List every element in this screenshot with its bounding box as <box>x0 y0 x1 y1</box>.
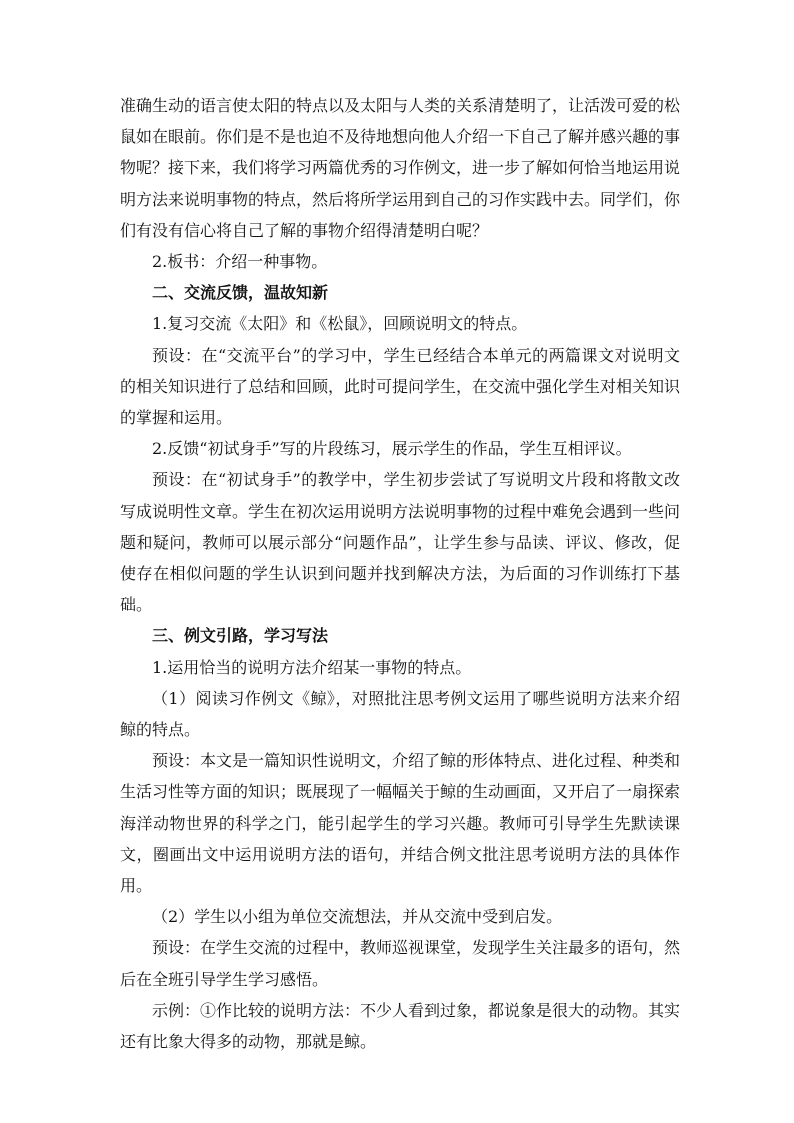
paragraph-preset-4: 预设：在学生交流的过程中，教师巡视课堂，发现学生关注最多的语句，然后在全班引导学生学习感悟。 <box>120 938 681 989</box>
paragraph-preset-1: 预设：在“交流平台”的学习中，学生已经结合本单元的两篇课文对说明文的相关知识进行了总结和回顾，此时可提问学生，在交流中强化学生对相关知识的掌握和运用。 <box>120 345 681 428</box>
section-heading-2: 二、交流反馈，温故知新 <box>152 283 329 303</box>
paragraph-intro: 准确生动的语言使太阳的特点以及太阳与人类的关系清楚明了，让活泼可爱的松鼠如在眼前。你们是不是也迫不及待地想向他人介绍一下自己了解并感兴趣的事物呢？接下来，我们将学习两篇优秀的习作例文，进一步了解如何恰当地运用说明方法来说明事物的特点，然后将所学运用到自己的习作实践中去。同学们，你们有没有信心将自己了解的事物介绍得清楚明白呢？ <box>120 96 681 240</box>
paragraph-method: 1.运用恰当的说明方法介绍某一事物的特点。 <box>152 657 472 677</box>
paragraph-preset-2: 预设：在“初试身手”的教学中，学生初步尝试了写说明文片段和将散文改写成说明性文章。学生在初次运用说明方法说明事物的过程中难免会遇到一些问题和疑问，教师可以展示部分“问题作品”，让学生参与品读、评议、修改，促使存在相似问题的学生认识到问题并找到解决方法，为后面的习作训练打下基础。 <box>120 470 681 615</box>
paragraph-feedback: 2.反馈“初试身手”写的片段练习，展示学生的作品，学生互相评议。 <box>152 439 632 459</box>
document-page <box>120 90 680 1057</box>
paragraph-preset-3: 预设：本文是一篇知识性说明文，介绍了鲸的形体特点、进化过程、种类和生活习性等方面的知识；既展现了一幅幅关于鲸的生动画面，又开启了一扇探索海洋动物世界的科学之门，能引起学生的学习兴趣。教师可引导学生先默读课文，圈画出文中运用说明方法的语句，并结合例文批注思考说明方法的具体作用。 <box>120 751 681 896</box>
paragraph-board-writing: 2.板书：介绍一种事物。 <box>152 252 328 272</box>
paragraph-group-discuss: （2）学生以小组为单位交流想法，并从交流中受到启发。 <box>152 907 563 927</box>
paragraph-example: 示例：①作比较的说明方法：不少人看到过象，都说象是很大的动物。其实还有比象大得多的动物，那就是鲸。 <box>120 1000 681 1052</box>
section-heading-3: 三、例文引路，学习写法 <box>152 626 329 646</box>
paragraph-read-example: （1）阅读习作例文《鲸》，对照批注思考例文运用了哪些说明方法来介绍鲸的特点。 <box>120 688 680 740</box>
paragraph-review: 1.复习交流《太阳》和《松鼠》，回顾说明文的特点。 <box>152 314 528 334</box>
